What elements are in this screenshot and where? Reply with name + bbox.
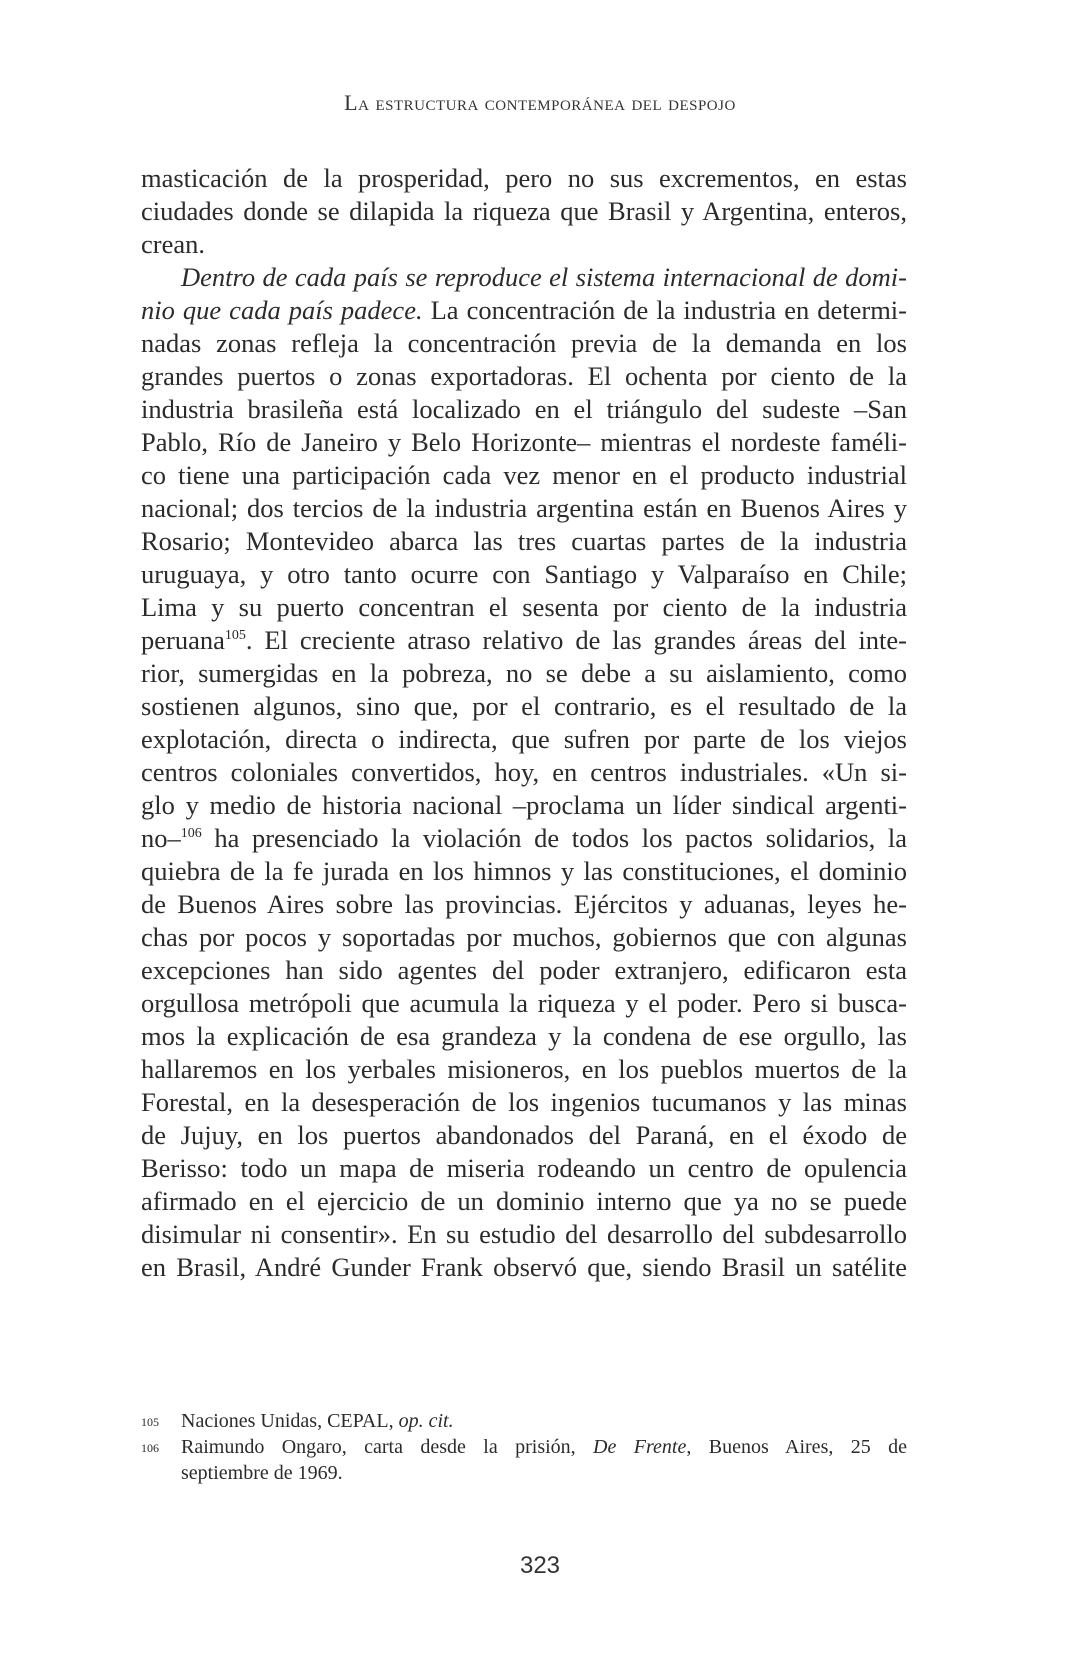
text-line: chas por pocos y soportadas por muchos, gobiernos que con algunas [141,922,907,952]
text-line: no–$^{106}$ ha presenciado la violación de todos los pactos solidarios, la [141,823,907,853]
page-number: 323 [519,1552,561,1579]
text-line: de Buenos Aires sobre las provincias. Ejércitos y aduanas, leyes he- [141,889,907,919]
text-line: Dentro de cada país se reproduce el sistema internacional de domi- [181,262,907,292]
footnote-number: 106 [141,1441,159,1455]
text-line: nio que cada país padece. La concentración de la industria en determi- [141,295,907,325]
text-line: peruana$^{105}$. El creciente atraso relativo de las grandes áreas del inte- [141,625,907,655]
running-head: La estructura contemporánea del despojo [344,90,736,115]
footnotes [141,1408,907,1486]
text-line: nadas zonas refleja la concentración previa de la demanda en los [141,328,907,358]
text-line: crean. [141,229,205,259]
text-line: industria brasileña está localizado en el triángulo del sudeste –San [141,394,907,424]
footnote-text: Raimundo Ongaro, carta desde la prisión, De Frente, Buenos Aires, 25 de [181,1436,908,1458]
text-line: en Brasil, André Gunder Frank observó que, siendo Brasil un satélite [141,1252,907,1282]
footnote-105 [141,1408,907,1434]
body-text [141,162,907,1284]
footnote-ref: 105 [224,628,246,643]
text-line: ciudades donde se dilapida la riqueza que Brasil y Argentina, enteros, [141,196,907,226]
footnote-106 [141,1434,907,1486]
footnote-ref: 106 [180,826,202,841]
footnote-text-cont: septiembre de 1969. [181,1462,343,1484]
text-line: quiebra de la fe jurada en los himnos y las constituciones, el dominio [141,856,907,886]
text-line: centros coloniales convertidos, hoy, en centros industriales. «Un si- [141,757,907,787]
text-line: grandes puertos o zonas exportadoras. El ochenta por ciento de la [141,361,907,391]
text-line: Berisso: todo un mapa de miseria rodeando un centro de opulencia [141,1153,907,1183]
text-line: masticación de la prosperidad, pero no sus excrementos, en estas [141,163,907,193]
text-line: uruguaya, y otro tanto ocurre con Santiago y Valparaíso en Chile; [141,559,907,589]
text-line: orgullosa metrópoli que acumula la riqueza y el poder. Pero si busca- [141,988,907,1018]
text-line: explotación, directa o indirecta, que sufren por parte de los viejos [141,724,907,754]
footnote-text: Naciones Unidas, CEPAL, op. cit. [181,1410,454,1432]
text-line: mos la explicación de esa grandeza y la condena de ese orgullo, las [141,1021,907,1051]
text-line: Forestal, en la desesperación de los ingenios tucumanos y las minas [141,1087,907,1117]
text-line: nacional; dos tercios de la industria argentina están en Buenos Aires y [141,493,907,523]
text-line: afirmado en el ejercicio de un dominio interno que ya no se puede [141,1186,907,1216]
footnote-number: 105 [141,1415,159,1429]
text-line: sostienen algunos, sino que, por el contrario, es el resultado de la [141,691,907,721]
text-line: rior, sumergidas en la pobreza, no se debe a su aislamiento, como [141,658,907,688]
text-line: excepciones han sido agentes del poder extranjero, edificaron esta [141,955,907,985]
text-line: Pablo, Río de Janeiro y Belo Horizonte– mientras el nordeste faméli- [141,427,907,457]
text-line: hallaremos en los yerbales misioneros, en los pueblos muertos de la [141,1054,907,1084]
text-line: Lima y su puerto concentran el sesenta por ciento de la industria [141,592,907,622]
text-line: de Jujuy, en los puertos abandonados del Paraná, en el éxodo de [141,1120,907,1150]
text-line: Rosario; Montevideo abarca las tres cuartas partes de la industria [141,526,907,556]
text-line: glo y medio de historia nacional –proclama un líder sindical argenti- [141,790,907,820]
text-line: disimular ni consentir». En su estudio del desarrollo del subdesarrollo [141,1219,907,1249]
text-line: co tiene una participación cada vez menor en el producto industrial [141,460,907,490]
